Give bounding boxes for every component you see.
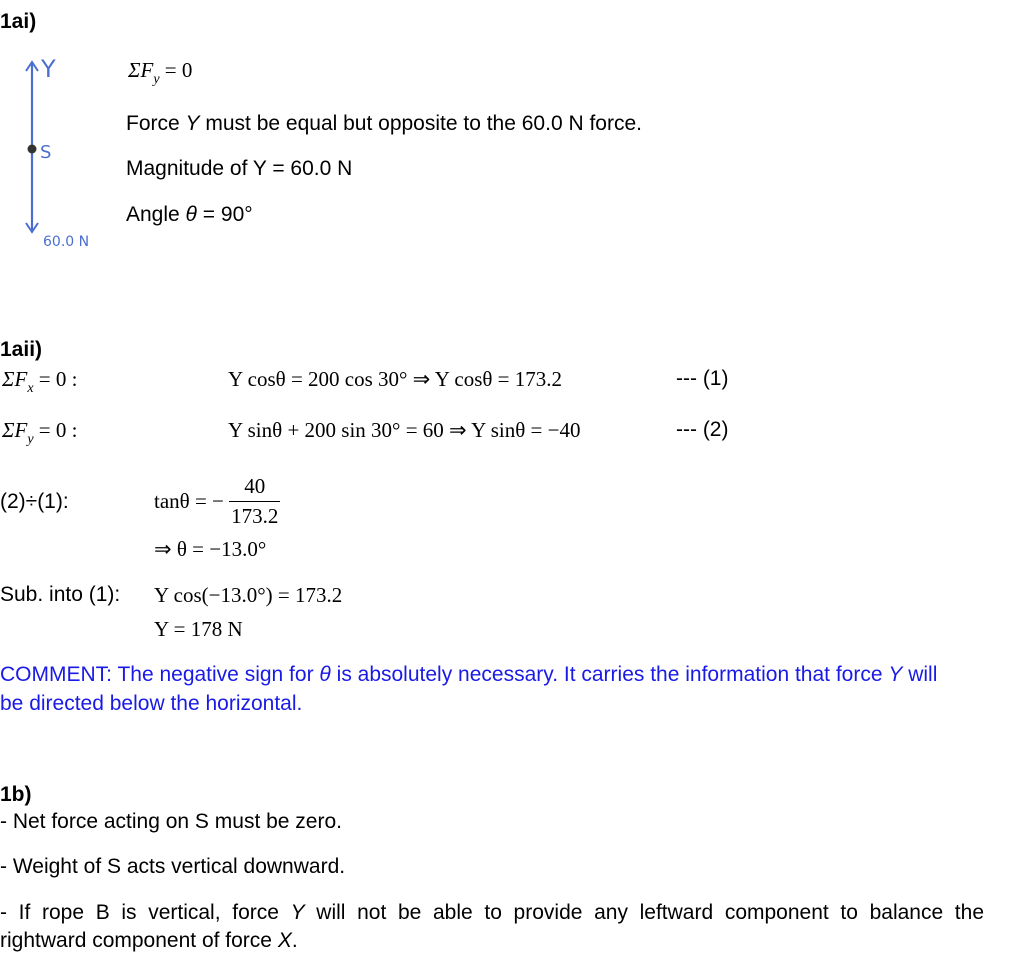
- diagram-y-label: Y: [41, 55, 56, 83]
- comment-line-1: COMMENT: The negative sign for θ is absolutely necessary. It carries the information that force Y will: [0, 663, 938, 686]
- sum-fy-equation: $\Sigma F_y = 0$: [128, 58, 193, 87]
- substitute-label: Sub. into (1):: [0, 583, 121, 606]
- sum-fy-label: $\Sigma F_y = 0$ :: [2, 418, 78, 447]
- theta-result: ⇒ θ = −13.0°: [154, 537, 267, 561]
- bullet-net-force: - Net force acting on S must be zero.: [0, 810, 342, 833]
- divide-label: (2)÷(1):: [0, 490, 69, 513]
- fx-equation: Y cosθ = 200 cos 30° ⇒ Y cosθ = 173.2: [228, 367, 563, 391]
- y-result: Y = 178 N: [154, 617, 243, 641]
- bullet-rope-b-line-2: rightward component of force X.: [0, 929, 298, 952]
- equation-tag-2: --- (2): [676, 418, 729, 441]
- force-diagram: [18, 55, 113, 260]
- heading-1aii: 1aii): [0, 338, 43, 361]
- comment-line-2: be directed below the horizontal.: [0, 692, 303, 715]
- substitution-equation: Y cos(−13.0°) = 173.2: [154, 583, 343, 607]
- equation-tag-1: --- (1): [676, 367, 729, 390]
- bullet-rope-b-line-1: - If rope B is vertical, force Y will not be able to provide any leftward component to balance the: [0, 901, 985, 924]
- heading-1ai: 1ai): [0, 10, 37, 33]
- fy-equation: Y sinθ + 200 sin 30° = 60 ⇒ Y sinθ = −40: [228, 418, 581, 442]
- heading-1b: 1b): [0, 783, 32, 806]
- force-y-statement: Force Y must be equal but opposite to the 60.0 N force.: [126, 112, 642, 135]
- bullet-weight: - Weight of S acts vertical downward.: [0, 855, 346, 878]
- tan-fraction: $\frac{40}{173.2}$: [231, 474, 279, 528]
- point-s-dot: [28, 145, 37, 154]
- diagram-force-label: 60.0 N: [43, 234, 90, 250]
- sum-fx-label: $\Sigma F_x = 0$ :: [2, 367, 78, 396]
- angle-statement: Angle θ = 90°: [126, 203, 253, 226]
- tan-equation: tanθ = − $\frac{40}{173.2}$: [154, 474, 279, 528]
- magnitude-statement: Magnitude of Y = 60.0 N: [126, 157, 353, 180]
- diagram-point-label: S: [40, 142, 52, 163]
